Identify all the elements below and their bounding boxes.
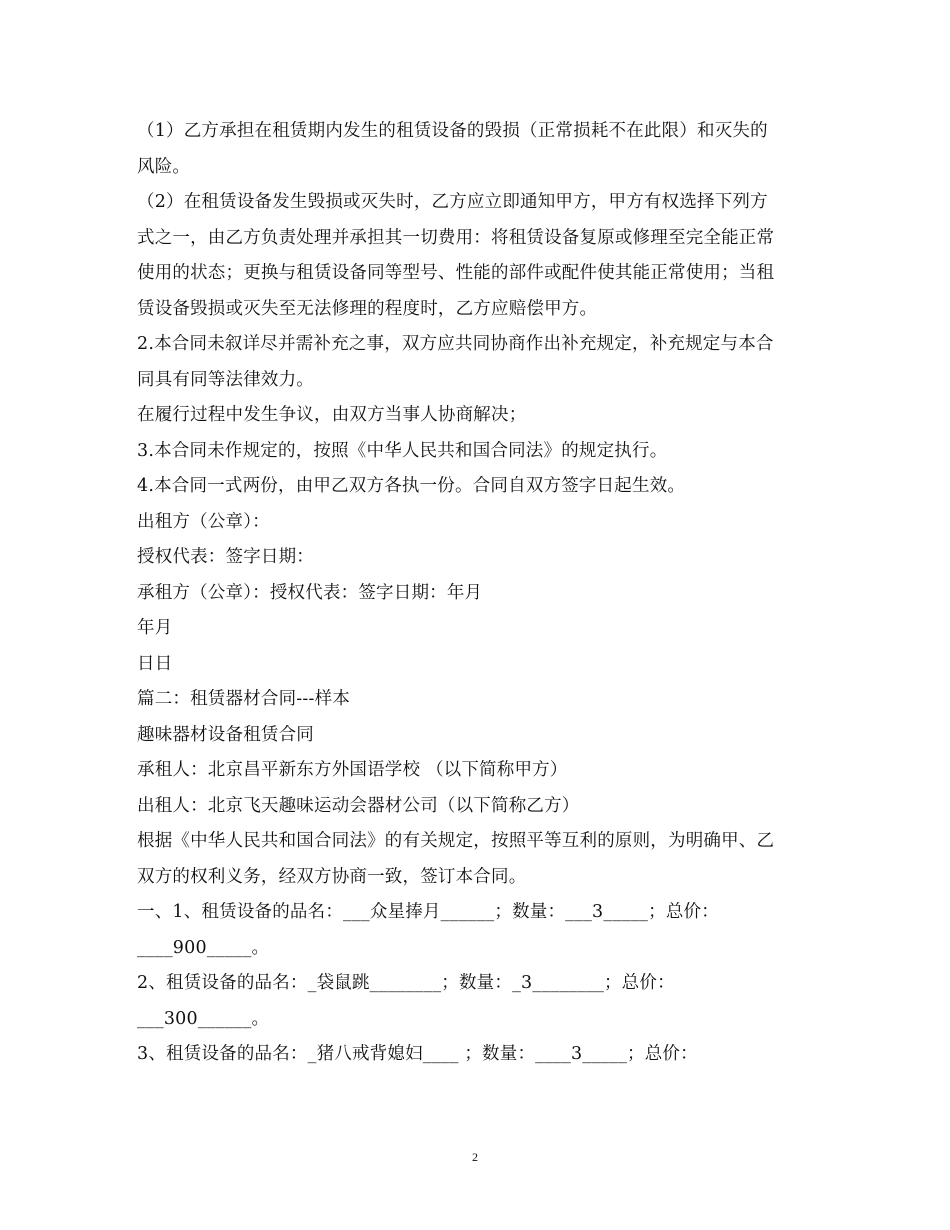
text-line: 同具有同等法律效力。 (137, 369, 314, 390)
page-number: 2 (472, 1150, 478, 1164)
text-line: 出租方（公章）： (137, 511, 270, 532)
text-line: ____900_____。 (137, 937, 270, 958)
text-line: 式之一，由乙方负责处理并承担其一切费用：将租赁设备复原或修理至完全能正常 (137, 227, 775, 248)
text-line: ___300______。 (137, 1008, 270, 1029)
text-line: 2.本合同未叙详尽并需补充之事，双方应共同协商作出补充规定，补充规定与本合 (137, 334, 774, 354)
text-line: 授权代表：签字日期： (137, 547, 314, 567)
text-line: 根据《中华人民共和国合同法》的有关规定，按照平等互利的原则，为明确甲、乙 (137, 831, 775, 851)
text-line: 4.本合同一式两份，由甲乙双方各执一份。合同自双方签字日起生效。 (137, 476, 686, 496)
text-line: 赁设备毁损或灭失至无法修理的程度时，乙方应赔偿甲方。 (137, 298, 598, 319)
text-line: 承租人：北京昌平新东方外国语学校 （以下简称甲方） (137, 760, 568, 780)
text-line: 使用的状态；更换与租赁设备同等型号、性能的部件或配件使其能正常使用；当租 (137, 263, 775, 283)
text-line: （1）乙方承担在租赁期内发生的租赁设备的毁损（正常损耗不在此限）和灭失的 (137, 121, 768, 141)
text-line: （2）在租赁设备发生毁损或灭失时，乙方应立即通知甲方，甲方有权选择下列方 (137, 192, 768, 212)
text-line: 日日 (137, 653, 173, 674)
text-line: 双方的权利义务，经双方协商一致，签订本合同。 (137, 866, 527, 887)
contract-title: 趣味器材设备租赁合同 (137, 724, 314, 745)
text-line: 3.本合同未作规定的，按照《中华人民共和国合同法》的规定执行。 (137, 440, 668, 461)
text-line: 风险。 (137, 156, 191, 177)
text-line: 出租人：北京飞天趣味运动会器材公司（以下简称乙方） (137, 795, 580, 816)
text-line: 3、租赁设备的品名：_猪八戒背媳妇____ ；数量：____3_____；总价： (137, 1044, 698, 1064)
text-line: 在履行过程中发生争议，由双方当事人协商解决； (137, 405, 527, 425)
text-line: 一、1、租赁设备的品名：___众星捧月______；数量：___3_____；总价： (137, 902, 719, 922)
text-line: 承租方（公章）：授权代表：签字日期：年月 (137, 582, 483, 603)
text-line: 2、租赁设备的品名：_袋鼠跳________；数量：_3________；总价： (137, 973, 675, 993)
text-line: 年月 (137, 618, 173, 638)
section-heading: 篇二：租赁器材合同---样本 (137, 689, 351, 709)
document-body (137, 114, 817, 1073)
